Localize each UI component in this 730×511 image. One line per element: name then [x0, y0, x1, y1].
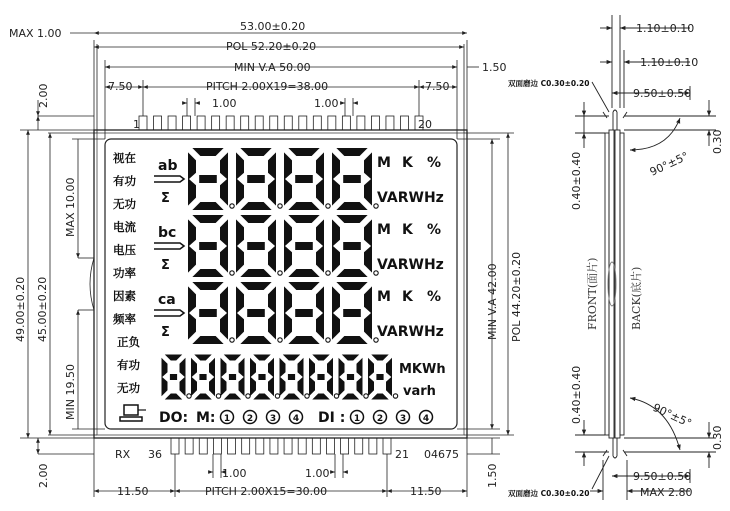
segment	[370, 380, 373, 393]
segment	[222, 183, 226, 201]
dim-edge-left-7-50: 7.50	[108, 80, 133, 93]
unit-varwhz: VARWHz	[377, 257, 444, 273]
segment	[375, 356, 385, 359]
segment	[227, 356, 237, 359]
segment	[319, 376, 323, 379]
pin-label-36: 36	[148, 448, 162, 461]
segment	[238, 291, 242, 309]
segment	[245, 284, 267, 288]
bottom-pin	[256, 438, 264, 454]
segment	[257, 395, 267, 398]
bottom-pin	[185, 438, 193, 454]
segment	[286, 224, 290, 242]
segment	[197, 217, 219, 221]
segment	[286, 157, 290, 175]
top-pin	[342, 116, 350, 130]
top-pin	[255, 116, 263, 130]
segment	[249, 244, 263, 248]
top-pin	[241, 116, 249, 130]
top-pin	[299, 116, 307, 130]
angle-label-top: 90°±5°	[647, 149, 691, 179]
top-pin	[139, 116, 147, 130]
segment	[227, 395, 237, 398]
cn-label: 频率	[113, 312, 136, 326]
phase-label-ab: ab	[158, 158, 178, 174]
dim-side-9: MAX 2.80	[640, 486, 693, 499]
segment	[341, 271, 363, 275]
segment	[222, 250, 226, 268]
top-pin-legs	[603, 112, 627, 118]
segment	[238, 250, 242, 268]
cn-label: 有功	[113, 174, 136, 188]
dim-min-19-50: MIN 19.50	[64, 364, 77, 420]
segment	[345, 395, 355, 398]
top-pin	[168, 116, 176, 130]
svg-text:1: 1	[223, 414, 231, 424]
unit-k: K	[402, 155, 413, 171]
unit-k: K	[402, 289, 413, 305]
segment	[222, 361, 225, 374]
segment	[318, 157, 322, 175]
dim-pitch-bottom: PITCH 2.00X15=30.00	[205, 485, 328, 498]
segment	[190, 224, 194, 242]
segment	[345, 177, 359, 181]
svg-text:1: 1	[353, 414, 361, 424]
segment	[358, 380, 361, 393]
segment	[293, 284, 315, 288]
unit-k: K	[402, 222, 413, 238]
segment	[297, 177, 311, 181]
segment	[171, 376, 175, 379]
segment	[341, 204, 363, 208]
segment	[238, 183, 242, 201]
bottom-pin	[199, 438, 207, 454]
top-pin-bend	[613, 110, 617, 130]
segment	[168, 395, 178, 398]
segment	[318, 291, 322, 309]
dim-side-1: 1.10±0.10	[636, 22, 695, 35]
segment	[190, 291, 194, 309]
segment	[366, 224, 370, 242]
cn-label: 电压	[113, 243, 136, 257]
segment	[340, 361, 343, 374]
bottom-pin	[228, 438, 236, 454]
segment	[345, 244, 359, 248]
segment	[249, 311, 263, 315]
polarizer-right	[620, 133, 624, 435]
segment	[201, 311, 215, 315]
segment	[222, 380, 225, 393]
segment	[281, 361, 284, 374]
bottom-pin	[284, 438, 292, 454]
top-pin	[212, 116, 220, 130]
segment	[345, 356, 355, 359]
top-pin-row	[139, 116, 423, 130]
cn-label: 视在	[113, 151, 136, 165]
segment	[201, 376, 205, 379]
top-pin	[226, 116, 234, 130]
segment	[366, 291, 370, 309]
segment	[238, 224, 242, 242]
segment	[334, 291, 338, 309]
segment	[341, 284, 363, 288]
segment	[318, 250, 322, 268]
segment	[222, 224, 226, 242]
top-pin	[371, 116, 379, 130]
dim-max-1: MAX 1.00	[9, 27, 62, 40]
segment	[163, 361, 166, 374]
top-pin	[386, 116, 394, 130]
segment	[345, 311, 359, 315]
segment	[257, 356, 267, 359]
top-pin	[400, 116, 408, 130]
front-label: FRONT(面片)	[586, 257, 599, 330]
top-pin	[270, 116, 278, 130]
top-pin	[154, 116, 162, 130]
grind-note-bottom: 双面磨边 C0.30±0.20	[508, 489, 590, 498]
segment	[270, 361, 273, 374]
segment	[197, 150, 219, 154]
segment	[286, 291, 290, 309]
segment	[245, 338, 267, 342]
cn-label: 无功	[113, 197, 136, 211]
segment	[197, 338, 219, 342]
segment	[388, 380, 391, 393]
segment	[201, 177, 215, 181]
pin-label-21: 21	[395, 448, 409, 461]
unit-m: M	[377, 222, 391, 238]
segment	[329, 361, 332, 374]
phase-label-bc: bc	[158, 225, 177, 241]
bottom-pin	[383, 438, 391, 454]
top-pin	[284, 116, 292, 130]
dim-side-8: 9.50±0.50	[633, 470, 692, 483]
segment	[311, 380, 314, 393]
segment	[286, 356, 296, 359]
segment	[311, 361, 314, 374]
bottom-pin	[341, 438, 349, 454]
dim-min-va-width: MIN V.A 50.00	[234, 61, 311, 74]
segment	[358, 361, 361, 374]
phase-label-ca: ca	[158, 292, 176, 308]
segment	[378, 376, 382, 379]
dim-bottom-gap: 2.00	[37, 463, 50, 488]
segment	[197, 284, 219, 288]
svg-text:3: 3	[399, 414, 407, 424]
do-label: DO:	[159, 410, 189, 426]
dim-pin-width: 1.00	[212, 97, 237, 110]
bottom-pin	[171, 438, 179, 454]
segment	[297, 244, 311, 248]
bottom-pin-bend	[613, 438, 617, 458]
angle-label-bottom: 90°±5°	[650, 400, 694, 431]
top-pin	[183, 116, 191, 130]
top-pin	[357, 116, 365, 130]
segment	[366, 157, 370, 175]
unit-varh: varh	[403, 384, 436, 399]
svg-text:4: 4	[422, 414, 430, 424]
bottom-pin	[298, 438, 306, 454]
part-number: 04675	[424, 448, 459, 461]
segment	[249, 177, 263, 181]
segment	[286, 395, 296, 398]
segment	[270, 317, 274, 335]
segment	[318, 224, 322, 242]
svg-text:2: 2	[246, 414, 254, 424]
unit-m: M	[377, 289, 391, 305]
segment	[222, 291, 226, 309]
segment	[190, 157, 194, 175]
segment	[366, 183, 370, 201]
dim-side-5: 0.40±0.40	[570, 151, 583, 210]
segment	[252, 380, 255, 393]
dim-overall-width: 53.00±0.20	[240, 20, 306, 33]
segment	[286, 317, 290, 335]
segment	[201, 244, 215, 248]
unit-percent: %	[427, 289, 442, 305]
segment	[211, 361, 214, 374]
dim-overall-height: 49.00±0.20	[14, 276, 27, 342]
top-pin	[328, 116, 336, 130]
bottom-pin	[213, 438, 221, 454]
segment	[190, 183, 194, 201]
segment	[270, 380, 273, 393]
dim-edge-1-50: 1.50	[482, 61, 507, 74]
dim-pitch-top: PITCH 2.00X19=38.00	[206, 80, 329, 93]
svg-text:4: 4	[292, 414, 300, 424]
segment	[316, 356, 326, 359]
cn-label: 电流	[113, 220, 136, 234]
segment	[318, 183, 322, 201]
segment	[334, 317, 338, 335]
sigma-icon: Σ	[161, 258, 170, 273]
segment	[293, 338, 315, 342]
bottom-pin	[326, 438, 334, 454]
segment	[299, 380, 302, 393]
top-pin	[197, 116, 205, 130]
dim-pol-height: 45.00±0.20	[36, 276, 49, 342]
segment	[388, 361, 391, 374]
dim-side-2: 1.10±0.10	[640, 56, 699, 69]
segment	[197, 204, 219, 208]
segment	[190, 317, 194, 335]
segment	[334, 250, 338, 268]
unit-varwhz: VARWHz	[377, 324, 444, 340]
bottom-pin-row	[171, 438, 391, 454]
left-dimensions	[20, 100, 105, 454]
segment	[240, 380, 243, 393]
cn-label: 有功	[117, 358, 140, 372]
front-view	[9, 20, 523, 498]
grind-note-top: 双面磨边 C0.30±0.20	[508, 79, 590, 88]
segment	[270, 157, 274, 175]
dim-pol-height-right: POL 44.20±0.20	[510, 251, 523, 342]
dim-pin-width: 1.00	[222, 467, 247, 480]
segment	[211, 380, 214, 393]
segment	[181, 380, 184, 393]
segment	[293, 150, 315, 154]
svg-text:2: 2	[376, 414, 384, 424]
side-view	[508, 15, 724, 500]
segment	[366, 250, 370, 268]
dim-side-6: 0.40±0.40	[570, 365, 583, 424]
segment	[260, 376, 264, 379]
segment	[197, 271, 219, 275]
segment	[238, 317, 242, 335]
cn-label: 正负	[117, 335, 140, 349]
top-pin	[313, 116, 321, 130]
pin-label-1: 1	[133, 118, 140, 131]
segment	[193, 380, 196, 393]
dim-max-10: MAX 10.00	[64, 177, 77, 237]
segment	[370, 361, 373, 374]
dim-bottom-1-50: 1.50	[486, 463, 499, 488]
segment	[245, 204, 267, 208]
back-label: BACK(底片)	[630, 266, 643, 330]
segment	[366, 317, 370, 335]
cn-label: 功率	[113, 266, 136, 280]
segment	[334, 157, 338, 175]
segment	[286, 183, 290, 201]
cn-label: 因素	[113, 289, 136, 303]
segment	[329, 380, 332, 393]
segment	[222, 317, 226, 335]
m-label: M:	[196, 410, 216, 426]
sigma-icon: Σ	[161, 191, 170, 206]
bottom-pin	[369, 438, 377, 454]
segment	[181, 361, 184, 374]
pin-label-20: 20	[418, 118, 432, 131]
segment	[286, 250, 290, 268]
segment	[198, 395, 208, 398]
unit-percent: %	[427, 155, 442, 171]
dim-bottom-edge-right: 11.50	[410, 485, 442, 498]
dim-pin-width: 1.00	[314, 97, 339, 110]
segment	[334, 224, 338, 242]
segment	[270, 250, 274, 268]
unit-mkwh: MKWh	[399, 362, 446, 377]
dim-side-3: 9.50±0.50	[633, 87, 692, 100]
dim-side-7: 0.30	[711, 425, 724, 450]
segment	[341, 217, 363, 221]
segment	[297, 311, 311, 315]
segment	[341, 150, 363, 154]
segment	[299, 361, 302, 374]
segment	[316, 395, 326, 398]
segment	[193, 361, 196, 374]
angle-arc-top	[630, 118, 680, 150]
segment	[222, 157, 226, 175]
segment	[245, 217, 267, 221]
segment	[245, 271, 267, 275]
dim-top-gap: 2.00	[37, 83, 50, 108]
segment	[348, 376, 352, 379]
segment	[270, 291, 274, 309]
segment	[281, 380, 284, 393]
segment	[163, 380, 166, 393]
di-label: DI :	[318, 410, 346, 426]
segment	[270, 224, 274, 242]
dim-pin-width: 1.00	[305, 467, 330, 480]
dim-min-va-height: MIN V.A 42.00	[486, 263, 499, 340]
sigma-icon: Σ	[161, 325, 170, 340]
unit-m: M	[377, 155, 391, 171]
segment	[198, 356, 208, 359]
segment	[340, 380, 343, 393]
unit-percent: %	[427, 222, 442, 238]
cn-label: 无功	[117, 381, 140, 395]
segment	[270, 183, 274, 201]
segment	[245, 150, 267, 154]
segment	[190, 250, 194, 268]
bottom-pin	[270, 438, 278, 454]
segment	[334, 183, 338, 201]
segment	[341, 338, 363, 342]
segment	[252, 361, 255, 374]
segment	[375, 395, 385, 398]
dim-pol-width: POL 52.20±0.20	[226, 40, 317, 53]
segment	[318, 317, 322, 335]
dim-edge-right-7-50: 7.50	[425, 80, 450, 93]
svg-text:3: 3	[269, 414, 277, 424]
segment	[293, 204, 315, 208]
dim-side-4: 0.30	[711, 129, 724, 154]
segment	[238, 157, 242, 175]
bottom-pin	[312, 438, 320, 454]
segment	[240, 361, 243, 374]
dim-bottom-edge-left: 11.50	[117, 485, 149, 498]
unit-varwhz: VARWHz	[377, 190, 444, 206]
segment	[293, 271, 315, 275]
bottom-pin	[355, 438, 363, 454]
pin-label-rx: RX	[115, 448, 131, 461]
front-glass	[609, 130, 614, 438]
segment	[230, 376, 234, 379]
bottom-pin	[242, 438, 250, 454]
segment	[293, 217, 315, 221]
segment	[168, 356, 178, 359]
segment	[289, 376, 293, 379]
bottom-pin-legs	[603, 450, 627, 456]
